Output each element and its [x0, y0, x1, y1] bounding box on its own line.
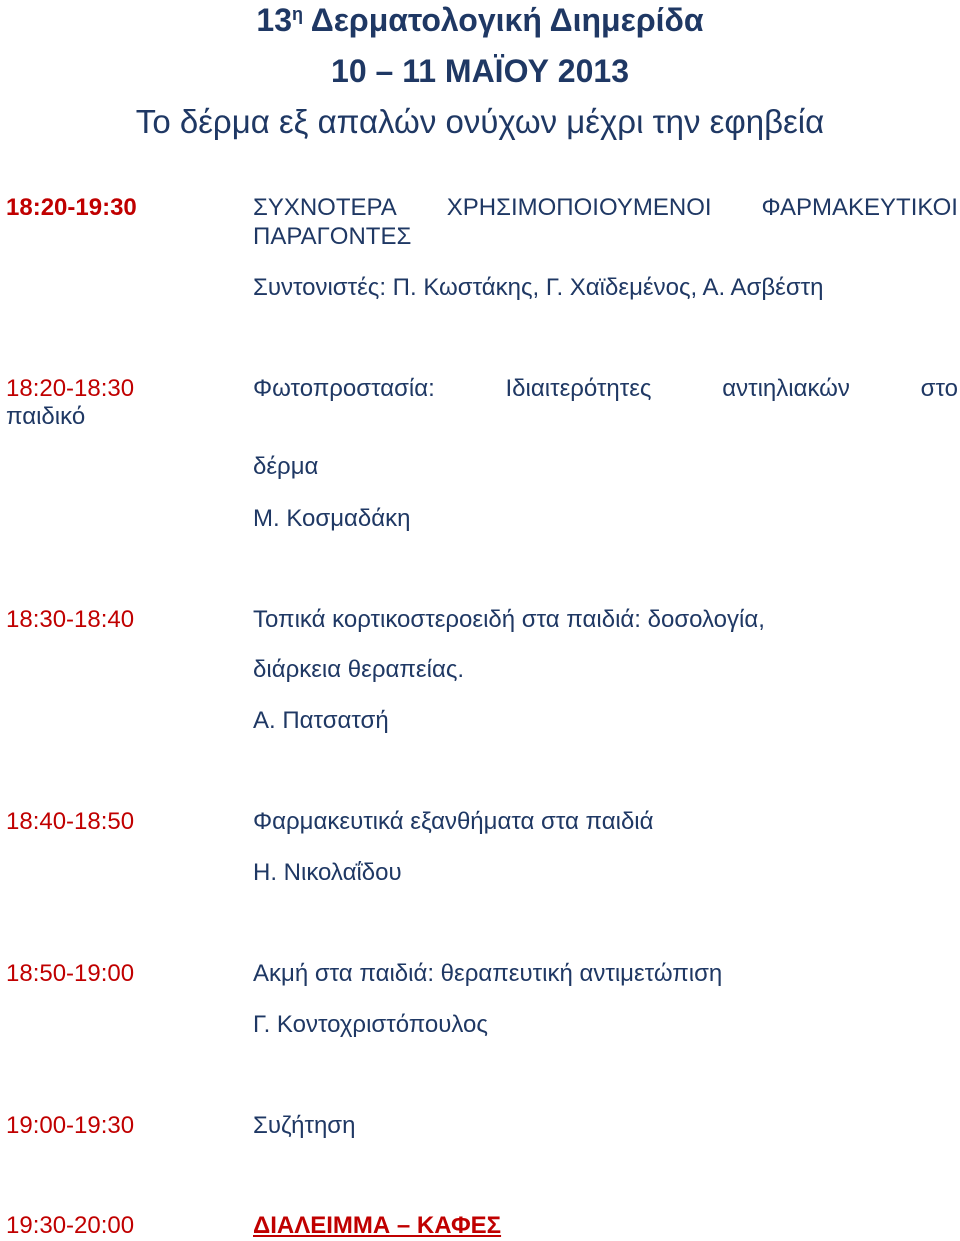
talk-time: 18:30-18:40 — [6, 606, 135, 633]
talk-speaker: Μ. Κοσμαδάκη — [253, 505, 411, 532]
talk-title-line2: διάρκεια θεραπείας. — [253, 656, 465, 683]
talk-title: Φαρμακευτικά εξανθήματα στα παιδιά — [253, 808, 654, 835]
talk-time: 18:40-18:50 — [6, 808, 135, 835]
session-title-word: ΧΡΗΣΙΜΟΠΟΙΟΥΜΕΝΟΙ — [446, 194, 712, 221]
talk-time: 18:20-18:30 — [6, 375, 135, 402]
event-subtitle: Το δέρμα εξ απαλών ονύχων μέχρι την εφηβεία — [135, 103, 825, 140]
event-date: 10 – 11 ΜΑΪΟΥ 2013 — [331, 53, 629, 89]
title-superscript: η — [292, 4, 303, 24]
talk-time: 19:00-19:30 — [6, 1112, 135, 1139]
session-title — [253, 193, 958, 223]
talk-title-wrap: παιδικό — [6, 403, 86, 430]
talk-title-line2: δέρμα — [253, 453, 319, 480]
talk-time: 18:50-19:00 — [6, 960, 135, 987]
talk-title: Τοπικά κορτικοστεροειδή στα παιδιά: δοσολογία, — [253, 606, 765, 633]
talk-title-word: Ιδιαιτερότητες — [505, 375, 652, 402]
talk-title-word: αντιηλιακών — [722, 375, 850, 402]
break-label: ΔΙΑΛΕΙΜΜΑ – ΚΑΦΕΣ — [253, 1212, 502, 1239]
title-number: 13 — [256, 2, 292, 38]
talk-speaker: Α. Πατσατσή — [253, 707, 389, 734]
title-rest: Δερματολογική Διημερίδα — [310, 2, 704, 38]
discussion-label: Συζήτηση — [253, 1112, 356, 1139]
talk-title-word: στο — [920, 375, 958, 402]
talk-speaker: Η. Νικολαΐδου — [253, 859, 402, 886]
session-title-word: ΦΑΡΜΑΚΕΥΤΙΚΟΙ — [761, 194, 958, 221]
session-title-word: ΣΥΧΝΟΤΕΡΑ — [253, 194, 397, 221]
talk-speaker: Γ. Κοντοχριστόπουλος — [253, 1011, 488, 1038]
talk-title: Ακμή στα παιδιά: θεραπευτική αντιμετώπιση — [253, 960, 723, 987]
session-time: 18:20-19:30 — [6, 194, 137, 221]
session-coordinators: Συντονιστές: Π. Κωστάκης, Γ. Χαϊδεμένος, Α. Ασβέστη — [253, 274, 824, 301]
page-title — [0, 0, 960, 40]
break-time: 19:30-20:00 — [6, 1212, 135, 1239]
talk-title-word: Φωτοπροστασία: — [253, 375, 435, 402]
session-title-line2: ΠΑΡΑΓΟΝΤΕΣ — [253, 223, 412, 250]
talk-title — [253, 374, 958, 404]
